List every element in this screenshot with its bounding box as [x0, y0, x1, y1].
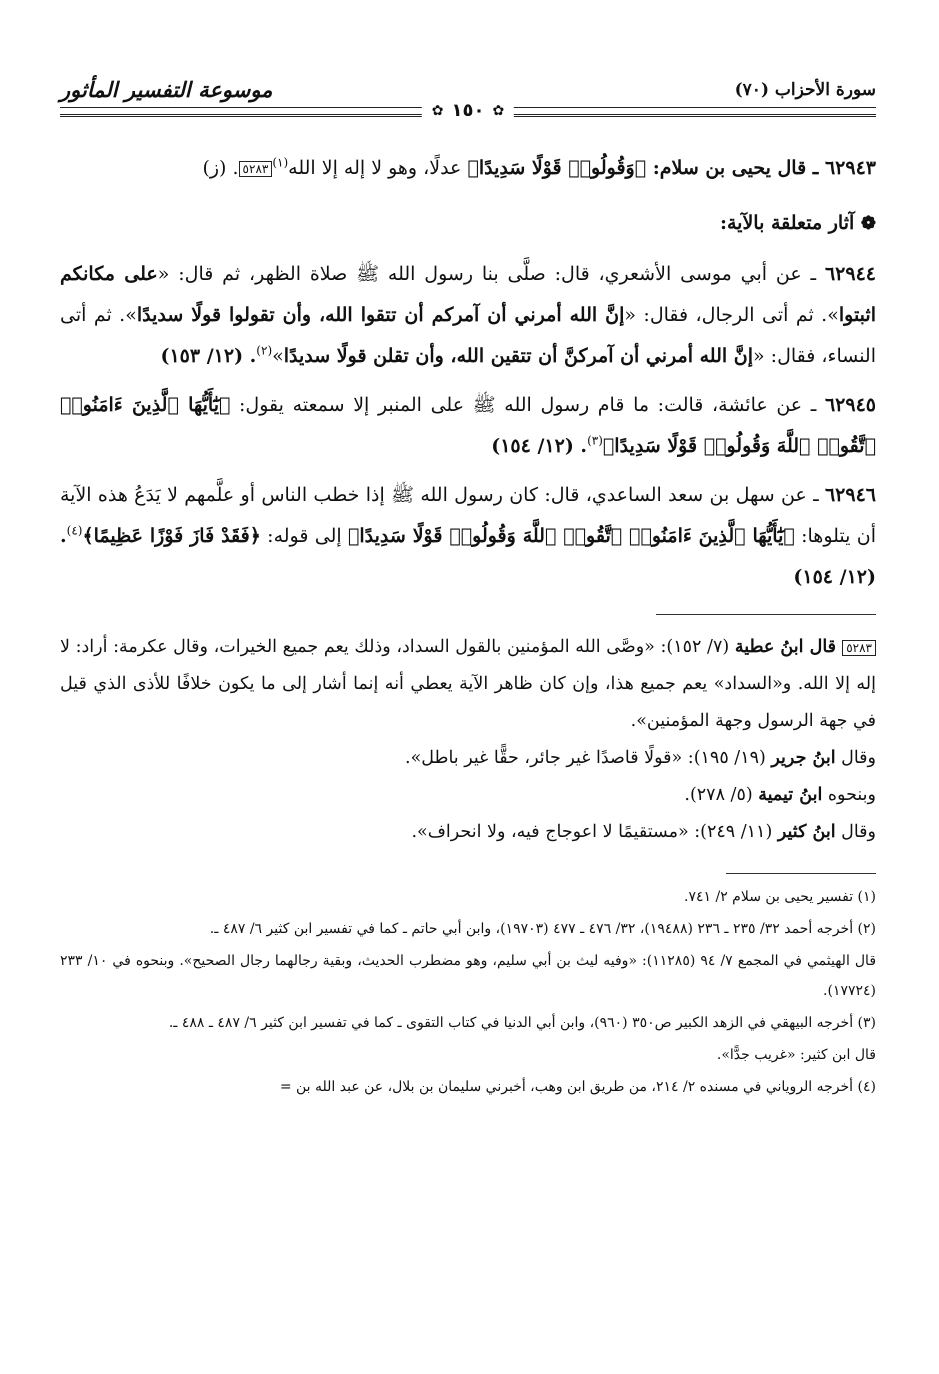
hadith-bold-text: إنَّ الله أمرني أن آمركم أن تتقوا الله، وأن تقولوا قولًا سديدًا	[136, 304, 625, 326]
hadith-bold-text: إنَّ الله أمرني أن آمركنَّ أن تتقين الله، وأن تقلن قولًا سديدًا	[283, 345, 753, 367]
scholar-name: ابنُ جرير	[771, 748, 836, 768]
entry-intro: ـ قال يحيى بن سلام:	[646, 157, 825, 179]
footnote: قال ابن كثير: «غريب جدًّا».	[716, 1047, 876, 1063]
quran-quote: ﴿يَٰٓأَيُّهَا ٱلَّذِينَ ءَامَنُوا۟ ٱتَّقُوا۟ ٱللَّهَ وَقُولُوا۟ قَوْلًا سَدِيدًا﴾	[347, 525, 795, 547]
footnote: قال الهيثمي في المجمع ٧/ ٩٤ (١١٢٨٥): «وفيه ليث بن أبي سليم، وهو مضطرب الحديث، وبقية رجالهما رجال الصحيح». وبنحوه في ١٠/ ٢٣٣ (١٧٧٢٤).	[60, 953, 877, 999]
footnote: (١) تفسير يحيى بن سلام ٢/ ٧٤١.	[684, 889, 876, 905]
commentary-text: (١١/ ٢٤٩): «مستقيمًا لا اعوجاج فيه، ولا انحراف».	[411, 822, 778, 842]
volume-ref: . (١٢/ ١٥٤)	[60, 525, 876, 588]
commentary-text: (١٩/ ١٩٥): «قولًا قاصدًا غير جائر، حقًّا غير باطل».	[405, 748, 772, 768]
commentary-text: وبنحوه	[822, 785, 876, 805]
quran-quote: ﴿وَقُولُوا۟ قَوْلًا سَدِيدًا﴾	[467, 157, 647, 179]
footnote: (٢) أخرجه أحمد ٣٢/ ٢٣٥ ـ ٢٣٦ (١٩٤٨٨)، ٣٢/ ٤٧٦ ـ ٤٧٧ (١٩٧٠٣)، وابن أبي حاتم ـ كما في تفسير ابن كثير ٦/ ٤٨٧ ـ.	[209, 921, 876, 937]
hadith-text: ». ثم أتى النساء، فقال: «	[60, 304, 876, 367]
commentary-line	[60, 814, 876, 851]
note-number-box: ٥٢٨٣	[842, 640, 876, 656]
hadith-text: »	[272, 345, 284, 367]
commentary-text: (٧/ ١٥٢): «وصَّى الله المؤمنين بالقول السداد، وذلك يعم جميع الخيرات، وقال عكرمة: أراد: لا إله إلا الله. و«السداد» يعم جميع هذا، وإن كان ظاهر الآية يعطي أنه إنما أشار إلى ما يكون خلافًا للأذى الذي قيل في جهة الرسول وجهة المؤمنين».	[60, 637, 876, 731]
commentary-text: وقال	[835, 748, 876, 768]
hadith-text: ـ عن عائشة، قالت: ما قام رسول الله ﷺ على المنبر إلا سمعته يقول:	[230, 394, 825, 416]
quran-quote: ﴿يَٰٓأَيُّهَا ٱلَّذِينَ ءَامَنُوا۟ ٱتَّقُوا۟ ٱللَّهَ وَقُولُوا۟ قَوْلًا سَدِيدًا﴾	[60, 394, 876, 457]
hadith-62944	[60, 254, 876, 377]
entry-number: ٦٢٩٤٦	[824, 484, 876, 506]
commentary-text: (٥/ ٢٧٨).	[684, 785, 759, 805]
volume-ref: . (١٢/ ١٥٣)	[160, 345, 257, 367]
entry-text: عدلًا، وهو لا إله إلا الله	[288, 157, 468, 179]
footnote-ref[interactable]: (٤)	[66, 523, 83, 538]
note-ref-box[interactable]: ٥٢٨٣	[239, 161, 273, 177]
scholar-name: ابنُ تيمية	[758, 785, 823, 805]
section-divider	[656, 614, 876, 615]
hadith-62946	[60, 475, 876, 598]
entry-number: ٦٢٩٤٥	[824, 394, 876, 416]
section-heading	[60, 203, 876, 244]
hadith-text: إلى قوله:	[260, 525, 348, 547]
footnote: (٤) أخرجه الروياني في مسنده ٢/ ٢١٤، من طريق ابن وهب، أخبرني سليمان بن بلال، عن عبد الله بن =	[279, 1079, 876, 1095]
footnote: (٣) أخرجه البيهقي في الزهد الكبير ص٣٥٠ (٩٦٠)، وابن أبي الدنيا في كتاب التقوى ـ كما في تفسير ابن كثير ٦/ ٤٨٧ ـ ٤٨٨ ـ.	[168, 1015, 876, 1031]
ornament-icon: ✿	[431, 102, 444, 119]
footnote-ref[interactable]: (١)	[272, 155, 289, 170]
book-title: موسوعة التفسير المأثور	[60, 77, 273, 102]
commentary-line	[60, 777, 876, 814]
volume-ref: . (١٢/ ١٥٤)	[491, 435, 588, 457]
section-heading-label: آثار متعلقة بالآية:	[719, 212, 855, 234]
commentary-line	[60, 740, 876, 777]
entry-62943	[60, 148, 876, 189]
quran-quote: ﴿فَقَدْ فَازَ فَوْزًا عَظِيمًا﴾	[82, 525, 261, 547]
commentary-note	[60, 629, 876, 851]
footnote-ref[interactable]: (٣)	[587, 433, 603, 448]
scholar-name: قال ابنُ عطية	[734, 637, 843, 657]
book-page	[60, 60, 876, 1340]
footnote-rule	[726, 873, 876, 874]
entry-tail: . (ز)	[202, 157, 239, 179]
ornament-icon: ✿	[492, 102, 505, 119]
page-number-block	[422, 100, 514, 121]
flower-icon: ❁	[860, 213, 876, 234]
main-text	[60, 148, 876, 1104]
entry-number: ٦٢٩٤٣	[824, 157, 876, 179]
hadith-bold-text: على مكانكم اثبتوا	[60, 263, 876, 326]
commentary-line	[60, 629, 876, 740]
footnote-ref[interactable]: (٢)	[256, 343, 273, 358]
surah-title: سورة الأحزاب (٧٠)	[734, 80, 876, 100]
hadith-text: ». ثم أتى الرجال، فقال: «	[624, 304, 839, 326]
footnotes	[60, 882, 876, 1102]
hadith-62945	[60, 385, 876, 467]
commentary-text: وقال	[835, 822, 876, 842]
page-number: ١٥٠	[451, 100, 485, 121]
hadith-text: ـ عن أبي موسى الأشعري، قال: صلَّى بنا رسول الله ﷺ صلاة الظهر، ثم قال: «	[157, 263, 825, 285]
entry-number: ٦٢٩٤٤	[824, 263, 876, 285]
scholar-name: ابنُ كثير	[777, 822, 836, 842]
hadith-text: ـ عن سهل بن سعد الساعدي، قال: كان رسول الله ﷺ إذا خطب الناس أو علَّمهم لا يَدَعُ هذه الآية أن يتلوها:	[60, 484, 876, 547]
